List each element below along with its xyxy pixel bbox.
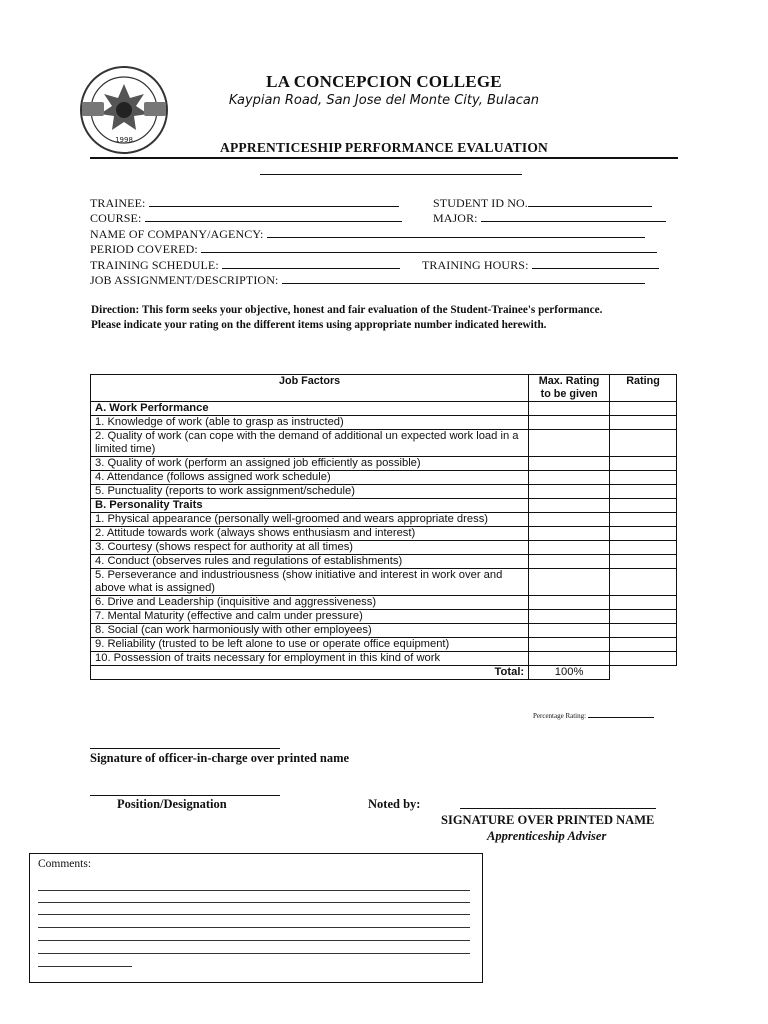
- header-rating: Rating: [610, 375, 677, 402]
- svg-text:1998: 1998: [115, 136, 133, 144]
- job-factor: 2. Quality of work (can cope with the demand of additional un expected work load in a limited time): [91, 430, 529, 457]
- rating-cell[interactable]: [610, 402, 677, 416]
- table-header-row: [91, 375, 677, 402]
- major-line[interactable]: [481, 211, 666, 222]
- adviser-signature-line[interactable]: [460, 808, 656, 809]
- course-label: COURSE:: [90, 211, 142, 225]
- direction-line-2: Please indicate your rating on the different items using appropriate number indicated herewith.: [91, 318, 547, 331]
- rating-cell[interactable]: [610, 499, 677, 513]
- job-factor: 5. Perseverance and industriousness (show initiative and interest in work over and above what is assigned): [91, 569, 529, 596]
- table-row: [91, 624, 677, 638]
- student-id-label: STUDENT ID NO.: [433, 196, 528, 210]
- comment-line[interactable]: [38, 927, 470, 928]
- college-name: LA CONCEPCION COLLEGE: [266, 72, 502, 91]
- max-rating-cell[interactable]: [529, 527, 610, 541]
- schedule-field[interactable]: [90, 258, 400, 273]
- max-rating-cell[interactable]: [529, 513, 610, 527]
- section-a-title: A. Work Performance: [91, 402, 529, 416]
- comments-box[interactable]: [29, 853, 483, 983]
- comment-line[interactable]: [38, 902, 470, 903]
- table-row: [91, 430, 677, 457]
- table-row: [91, 485, 677, 499]
- rating-cell[interactable]: [610, 527, 677, 541]
- job-factor: 7. Mental Maturity (effective and calm under pressure): [91, 610, 529, 624]
- job-factor: 3. Quality of work (perform an assigned job efficiently as possible): [91, 457, 529, 471]
- job-factor: 1. Knowledge of work (able to grasp as instructed): [91, 416, 529, 430]
- student-id-field[interactable]: [433, 196, 652, 211]
- rating-cell[interactable]: [610, 541, 677, 555]
- section-a-row: [91, 402, 677, 416]
- table-row: [91, 569, 677, 596]
- hours-line[interactable]: [532, 258, 659, 269]
- schedule-line[interactable]: [222, 258, 400, 269]
- max-rating-cell[interactable]: [529, 638, 610, 652]
- company-field[interactable]: [90, 227, 645, 242]
- trainee-field[interactable]: [90, 196, 399, 211]
- max-rating-cell[interactable]: [529, 624, 610, 638]
- title-rule: [90, 157, 678, 159]
- total-value: 100%: [529, 666, 610, 680]
- hours-field[interactable]: [422, 258, 659, 273]
- header-job-factors: Job Factors: [91, 375, 529, 402]
- job-factor: 4. Attendance (follows assigned work schedule): [91, 471, 529, 485]
- job-factor: 10. Possession of traits necessary for employment in this kind of work: [91, 652, 529, 666]
- job-factor: 3. Courtesy (shows respect for authority at all times): [91, 541, 529, 555]
- period-label: PERIOD COVERED:: [90, 242, 198, 256]
- adviser-role: Apprenticeship Adviser: [487, 829, 607, 843]
- hours-label: TRAINING HOURS:: [422, 258, 529, 272]
- max-rating-cell[interactable]: [529, 485, 610, 499]
- officer-signature-line[interactable]: [90, 748, 280, 749]
- comment-line[interactable]: [38, 890, 470, 891]
- table-row: [91, 638, 677, 652]
- max-rating-cell[interactable]: [529, 610, 610, 624]
- period-field[interactable]: [90, 242, 657, 257]
- form-title: APPRENTICESHIP PERFORMANCE EVALUATION: [220, 140, 548, 155]
- job-factor: 8. Social (can work harmoniously with other employees): [91, 624, 529, 638]
- percentage-rating-label: Percentage Rating:: [533, 712, 587, 720]
- rating-cell[interactable]: [610, 471, 677, 485]
- rating-cell[interactable]: [610, 596, 677, 610]
- job-factor: 2. Attitude towards work (always shows enthusiasm and interest): [91, 527, 529, 541]
- table-row: [91, 652, 677, 666]
- percentage-rating-line[interactable]: [588, 711, 654, 718]
- rating-cell[interactable]: [610, 569, 677, 596]
- rating-cell[interactable]: [610, 555, 677, 569]
- table-row: [91, 513, 677, 527]
- direction-line-1: Direction: This form seeks your objective, honest and fair evaluation of the Student-Trainee's performance.: [91, 304, 603, 316]
- max-rating-cell[interactable]: [529, 402, 610, 416]
- comment-line[interactable]: [38, 940, 470, 941]
- job-factor: 6. Drive and Leadership (inquisitive and aggressiveness): [91, 596, 529, 610]
- job-factor: 4. Conduct (observes rules and regulations of establishments): [91, 555, 529, 569]
- schedule-label: TRAINING SCHEDULE:: [90, 258, 219, 272]
- max-rating-cell[interactable]: [529, 471, 610, 485]
- officer-signature-label: Signature of officer-in-charge over printed name: [90, 751, 350, 765]
- table-row: [91, 457, 677, 471]
- max-rating-cell[interactable]: [529, 555, 610, 569]
- rating-cell[interactable]: [610, 430, 677, 457]
- course-field[interactable]: [90, 211, 402, 226]
- rating-cell[interactable]: [610, 638, 677, 652]
- table-row: [91, 527, 677, 541]
- position-label: Position/Designation: [117, 797, 227, 811]
- table-row: [91, 555, 677, 569]
- trainee-line[interactable]: [149, 196, 399, 207]
- max-rating-cell[interactable]: [529, 430, 610, 457]
- section-b-row: [91, 499, 677, 513]
- comments-label: Comments:: [38, 858, 92, 870]
- percentage-rating[interactable]: [533, 711, 654, 720]
- table-row: [91, 471, 677, 485]
- max-rating-cell[interactable]: [529, 652, 610, 666]
- trainee-label: TRAINEE:: [90, 196, 146, 210]
- table-row: [91, 416, 677, 430]
- direction-text: [91, 303, 671, 332]
- assignment-label: JOB ASSIGNMENT/DESCRIPTION:: [90, 273, 279, 287]
- max-rating-cell[interactable]: [529, 499, 610, 513]
- max-rating-cell[interactable]: [529, 416, 610, 430]
- table-row: [91, 596, 677, 610]
- rating-cell[interactable]: [610, 513, 677, 527]
- rating-cell[interactable]: [610, 485, 677, 499]
- total-label: Total:: [91, 666, 529, 680]
- table-row: [91, 541, 677, 555]
- comment-line[interactable]: [38, 914, 470, 915]
- job-factor: 5. Punctuality (reports to work assignment/schedule): [91, 485, 529, 499]
- max-rating-cell[interactable]: [529, 457, 610, 471]
- major-field[interactable]: [433, 211, 666, 226]
- period-line[interactable]: [201, 242, 657, 253]
- table-row: [91, 610, 677, 624]
- position-line[interactable]: [90, 795, 280, 796]
- comment-line[interactable]: [38, 966, 132, 967]
- rating-cell[interactable]: [610, 457, 677, 471]
- student-id-line[interactable]: [528, 196, 652, 207]
- company-label: NAME OF COMPANY/AGENCY:: [90, 227, 264, 241]
- max-rating-cell[interactable]: [529, 596, 610, 610]
- noted-by-label: Noted by:: [368, 797, 421, 811]
- assignment-field[interactable]: [90, 273, 645, 288]
- total-row: [91, 666, 677, 680]
- max-rating-cell[interactable]: [529, 569, 610, 596]
- title-short-rule: [260, 174, 522, 175]
- company-line[interactable]: [267, 227, 645, 238]
- total-empty-cell: [610, 666, 677, 680]
- rating-cell[interactable]: [610, 610, 677, 624]
- assignment-line[interactable]: [282, 273, 645, 284]
- section-b-title: B. Personality Traits: [91, 499, 529, 513]
- header-max-rating: Max. Rating to be given: [529, 375, 610, 402]
- job-factor: 9. Reliability (trusted to be left alone to use or operate office equipment): [91, 638, 529, 652]
- comment-line[interactable]: [38, 953, 470, 954]
- rating-cell[interactable]: [610, 652, 677, 666]
- rating-cell[interactable]: [610, 416, 677, 430]
- evaluation-table: [90, 374, 677, 680]
- max-rating-cell[interactable]: [529, 541, 610, 555]
- college-address: Kaypian Road, San Jose del Monte City, Bulacan: [228, 93, 540, 108]
- course-line[interactable]: [145, 211, 402, 222]
- adviser-signature-label: SIGNATURE OVER PRINTED NAME: [441, 813, 655, 827]
- major-label: MAJOR:: [433, 211, 478, 225]
- job-factor: 1. Physical appearance (personally well-groomed and wears appropriate dress): [91, 513, 529, 527]
- rating-cell[interactable]: [610, 624, 677, 638]
